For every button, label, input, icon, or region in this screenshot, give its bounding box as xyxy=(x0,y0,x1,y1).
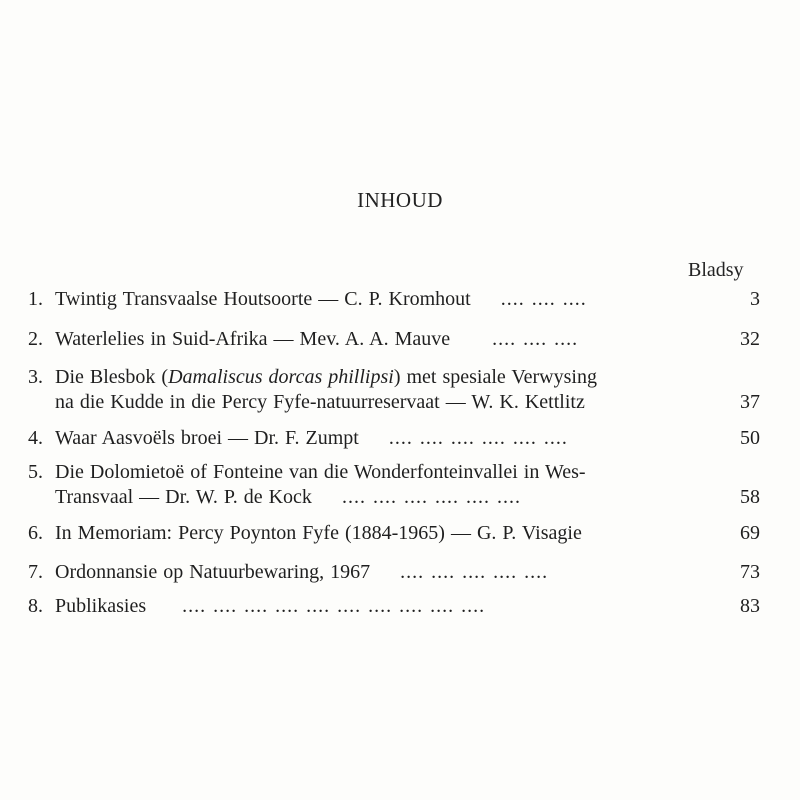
contents-heading: INHOUD xyxy=(357,188,443,212)
entry-number: 3. xyxy=(28,366,43,388)
entry-title: Die Blesbok (Damaliscus dorcas phillipsi) met spesiale Verwysing xyxy=(55,366,597,388)
page-column-label: Bladsy xyxy=(688,259,744,281)
leader-dots: .... .... .... .... .... .... xyxy=(388,427,568,449)
entry-page: 73 xyxy=(740,561,760,583)
entry-title-continued: Transvaal — Dr. W. P. de Kock .... .... .... .... .... .... xyxy=(55,486,521,508)
toc-entry-8[interactable] xyxy=(0,594,800,619)
leader-dots: .... .... .... xyxy=(500,288,587,310)
entry-page: 3 xyxy=(750,288,760,310)
species-name: Damaliscus dorcas phillipsi xyxy=(168,366,394,388)
entry-number: 7. xyxy=(28,561,43,583)
entry-number: 6. xyxy=(28,522,43,544)
entry-title: Die Dolomietoë of Fonteine van die Wonderfonteinvallei in Wes- xyxy=(55,461,586,483)
entry-number: 2. xyxy=(28,328,43,350)
leader-dots: .... .... .... xyxy=(492,328,579,350)
entry-page: 83 xyxy=(740,595,760,617)
entry-title: Publikasies .... .... .... .... .... .... .... .... .... .... xyxy=(55,595,486,617)
leader-dots: .... .... .... .... .... .... .... .... .... .... xyxy=(182,595,486,617)
entry-title: In Memoriam: Percy Poynton Fyfe (1884-1965) — G. P. Visagie xyxy=(55,522,582,544)
entry-title: Twintig Transvaalse Houtsoorte — C. P. Kromhout .... .... .... xyxy=(55,288,587,310)
entry-number: 5. xyxy=(28,461,43,483)
entry-number: 8. xyxy=(28,595,43,617)
entry-page: 50 xyxy=(740,427,760,449)
entry-page: 69 xyxy=(740,522,760,544)
entry-title: Ordonnansie op Natuurbewaring, 1967 .... .... .... .... .... xyxy=(55,561,549,583)
toc-entry-3[interactable] xyxy=(0,365,800,415)
leader-dots: .... .... .... .... .... .... xyxy=(341,486,521,508)
entry-page: 32 xyxy=(740,328,760,350)
entry-page: 37 xyxy=(740,391,760,413)
toc-entry-2[interactable] xyxy=(0,327,800,352)
entry-number: 4. xyxy=(28,427,43,449)
entry-title: Waar Aasvoëls broei — Dr. F. Zumpt .... .... .... .... .... .... xyxy=(55,427,568,449)
toc-entry-1[interactable] xyxy=(0,287,800,312)
entry-page: 58 xyxy=(740,486,760,508)
toc-entry-6[interactable] xyxy=(0,521,800,546)
entry-title: Waterlelies in Suid-Afrika — Mev. A. A. Mauve .... .... .... xyxy=(55,328,579,350)
entry-title-continued: na die Kudde in die Percy Fyfe-natuurreservaat — W. K. Kettlitz xyxy=(55,391,585,413)
entry-number: 1. xyxy=(28,288,43,310)
leader-dots: .... .... .... .... .... xyxy=(400,561,549,583)
toc-entry-7[interactable] xyxy=(0,560,800,585)
toc-entry-4[interactable] xyxy=(0,426,800,451)
toc-entry-5[interactable] xyxy=(0,460,800,510)
